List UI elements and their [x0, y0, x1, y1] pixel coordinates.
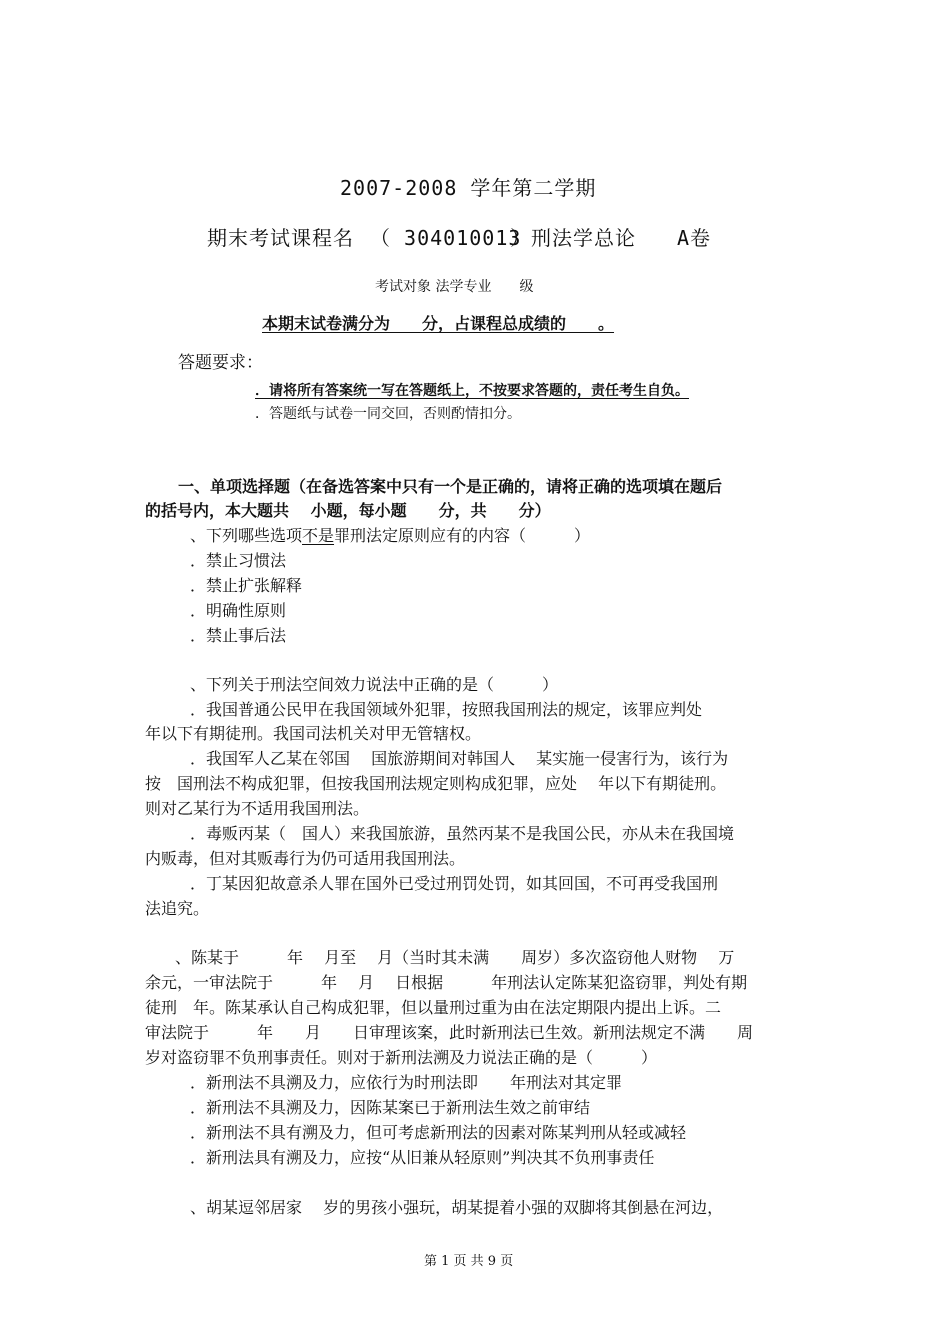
option-c: ．毒贩丙某（ 国人）来我国旅游，虽然丙某不是我国公民，亦从未在我国境 — [190, 824, 735, 843]
paper-type: A卷 — [677, 226, 712, 250]
option-b: ．新刑法不具溯及力，因陈某案已于新刑法生效之前审结 — [190, 1098, 591, 1117]
question-3-stem-cont: 审法院于 年 月 日审理该案，此时新刑法已生效。新刑法规定不满 周 — [145, 1023, 754, 1042]
requirements-title: 答题要求： — [178, 353, 263, 373]
question-3-stem-cont: 岁对盗窃罪不负刑事责任。则对于新刑法溯及力说法正确的是（ ） — [145, 1048, 658, 1067]
option-d: ．禁止事后法 — [190, 626, 287, 645]
option-c: ．新刑法不具有溯及力，但可考虑新刑法的因素对陈某判刑从轻或减轻 — [190, 1123, 687, 1142]
page-footer: 第 1 页 共 9 页 — [424, 1254, 514, 1269]
option-d-cont: 法追究。 — [145, 899, 210, 918]
option-c-cont: 内贩毒，但对其贩毒行为仍可适用我国刑法。 — [145, 849, 466, 868]
section-heading-cont: 的括号内，本大题共 小题，每小题 分，共 分） — [145, 501, 551, 520]
section-heading: 一、单项选择题（在备选答案中只有一个是正确的，请将正确的选项填在题后 — [178, 477, 723, 496]
exam-target: 考试对象 法学专业 级 — [375, 279, 534, 295]
option-a-cont: 年以下有期徒刑。我国司法机关对甲无管辖权。 — [145, 724, 482, 743]
option-b-cont: 则对乙某行为不适用我国刑法。 — [145, 799, 370, 818]
option-c: ．明确性原则 — [190, 601, 287, 620]
score-statement: 本期末试卷满分为 分，占课程总成绩的 。 — [262, 314, 615, 333]
emphasis-text: 不是 — [302, 526, 335, 545]
option-b: ．禁止扩张解释 — [190, 576, 303, 595]
requirement-item: ．答题纸与试卷一同交回，否则酌情扣分。 — [255, 406, 521, 422]
question-3-stem-cont: 徒刑 年。陈某承认自己构成犯罪，但以量刑过重为由在法定期限内提出上诉。二 — [145, 998, 722, 1017]
course-code: （ 304010013 — [370, 226, 522, 250]
question-3-stem-cont: 余元，一审法院于 年 月 日根据 年刑法认定陈某犯盗窃罪，判处有期 — [145, 973, 748, 992]
question-stem-text: 罪刑法定原则应有的内容（ ） — [334, 526, 591, 545]
option-a: ．新刑法不具溯及力，应依行为时刑法即 年刑法对其定罪 — [190, 1073, 623, 1092]
option-a: ．我国普通公民甲在我国领域外犯罪，按照我国刑法的规定，该罪应判处 — [190, 700, 703, 719]
option-b: ．我国军人乙某在邻国 国旅游期间对韩国人 某实施一侵害行为，该行为 — [190, 749, 729, 768]
option-b-cont: 按 国刑法不构成犯罪，但按我国刑法规定则构成犯罪，应处 年以下有期徒刑。 — [145, 774, 727, 793]
exam-year-title: 2007-2008 学年第二学期 — [340, 176, 597, 200]
option-d: ．丁某因犯故意杀人罪在国外已受过刑罚处罚，如其回国，不可再受我国刑 — [190, 874, 719, 893]
option-d: ．新刑法具有溯及力，应按“从旧兼从轻原则”判决其不负刑事责任 — [190, 1148, 655, 1167]
course-title: ）刑法学总论 — [510, 226, 636, 250]
option-a: ．禁止习惯法 — [190, 551, 287, 570]
question-stem-text: 、下列哪些选项 — [190, 526, 303, 545]
question-3-stem: 、陈某于 年 月至 月（当时其未满 周岁）多次盗窃他人财物 万 — [175, 948, 735, 967]
requirement-item: ．请将所有答案统一写在答题纸上，不按要求答题的，责任考生自负。 — [255, 383, 689, 399]
question-1-stem — [190, 523, 590, 546]
course-name-label: 期末考试课程名 — [207, 226, 354, 250]
question-4-stem: 、胡某逗邻居家 岁的男孩小强玩，胡某提着小强的双脚将其倒悬在河边， — [190, 1198, 724, 1217]
question-2-stem: 、下列关于刑法空间效力说法中正确的是（ ） — [190, 675, 559, 694]
